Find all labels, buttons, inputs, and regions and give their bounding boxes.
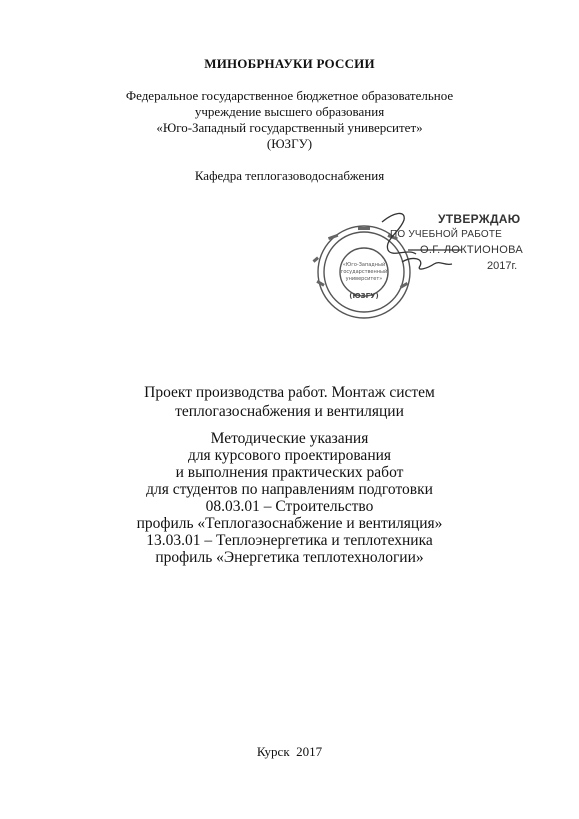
svg-text:(ЮЗГУ): (ЮЗГУ)	[349, 292, 379, 300]
guide-line: Методические указания	[210, 430, 369, 447]
approval-date: 2017г.	[487, 260, 518, 272]
title-line: Проект производства работ. Монтаж систем	[144, 384, 435, 401]
svg-text:университет»: университет»	[345, 276, 383, 282]
guide-line: профиль «Теплогазоснабжение и вентиляция»	[136, 515, 443, 532]
guide-line: для студентов по направлениям подготовки	[146, 481, 433, 498]
svg-text:«Юго-Западный: «Юго-Западный	[342, 262, 386, 268]
document-title	[0, 383, 579, 421]
approval-name: О.Г. ЛОКТИОНОВА	[420, 244, 524, 256]
guide-line: для курсового проектирования	[187, 447, 392, 464]
organization-line: «Юго-Западный государственный университет»	[156, 120, 423, 135]
guide-line: 08.03.01 – Строительство	[205, 498, 374, 515]
approval-position: ПО УЧЕБНОЙ РАБОТЕ	[390, 229, 503, 240]
title-line: теплогазоснабжения и вентиляции	[175, 403, 404, 420]
svg-text:государственный: государственный	[340, 269, 388, 275]
guide-line: 13.03.01 – Теплоэнергетика и теплотехника	[146, 532, 433, 549]
ministry-heading: МИНОБРНАУКИ РОССИИ	[204, 56, 375, 71]
city-year: Курск 2017	[256, 744, 323, 759]
guide-line: и выполнения практических работ	[175, 464, 404, 481]
department-name: Кафедра теплогазоводоснабжения	[194, 168, 385, 183]
organization-abbr: (ЮЗГУ)	[266, 136, 313, 151]
guide-description	[0, 430, 579, 566]
organization-line: учреждение высшего образования	[194, 104, 385, 119]
approval-label: УТВЕРЖДАЮ	[438, 212, 521, 226]
organization-line: Федеральное государственное бюджетное образовательное	[125, 88, 454, 103]
guide-line: профиль «Энергетика теплотехнологии»	[155, 549, 424, 566]
organization-block	[0, 88, 579, 152]
